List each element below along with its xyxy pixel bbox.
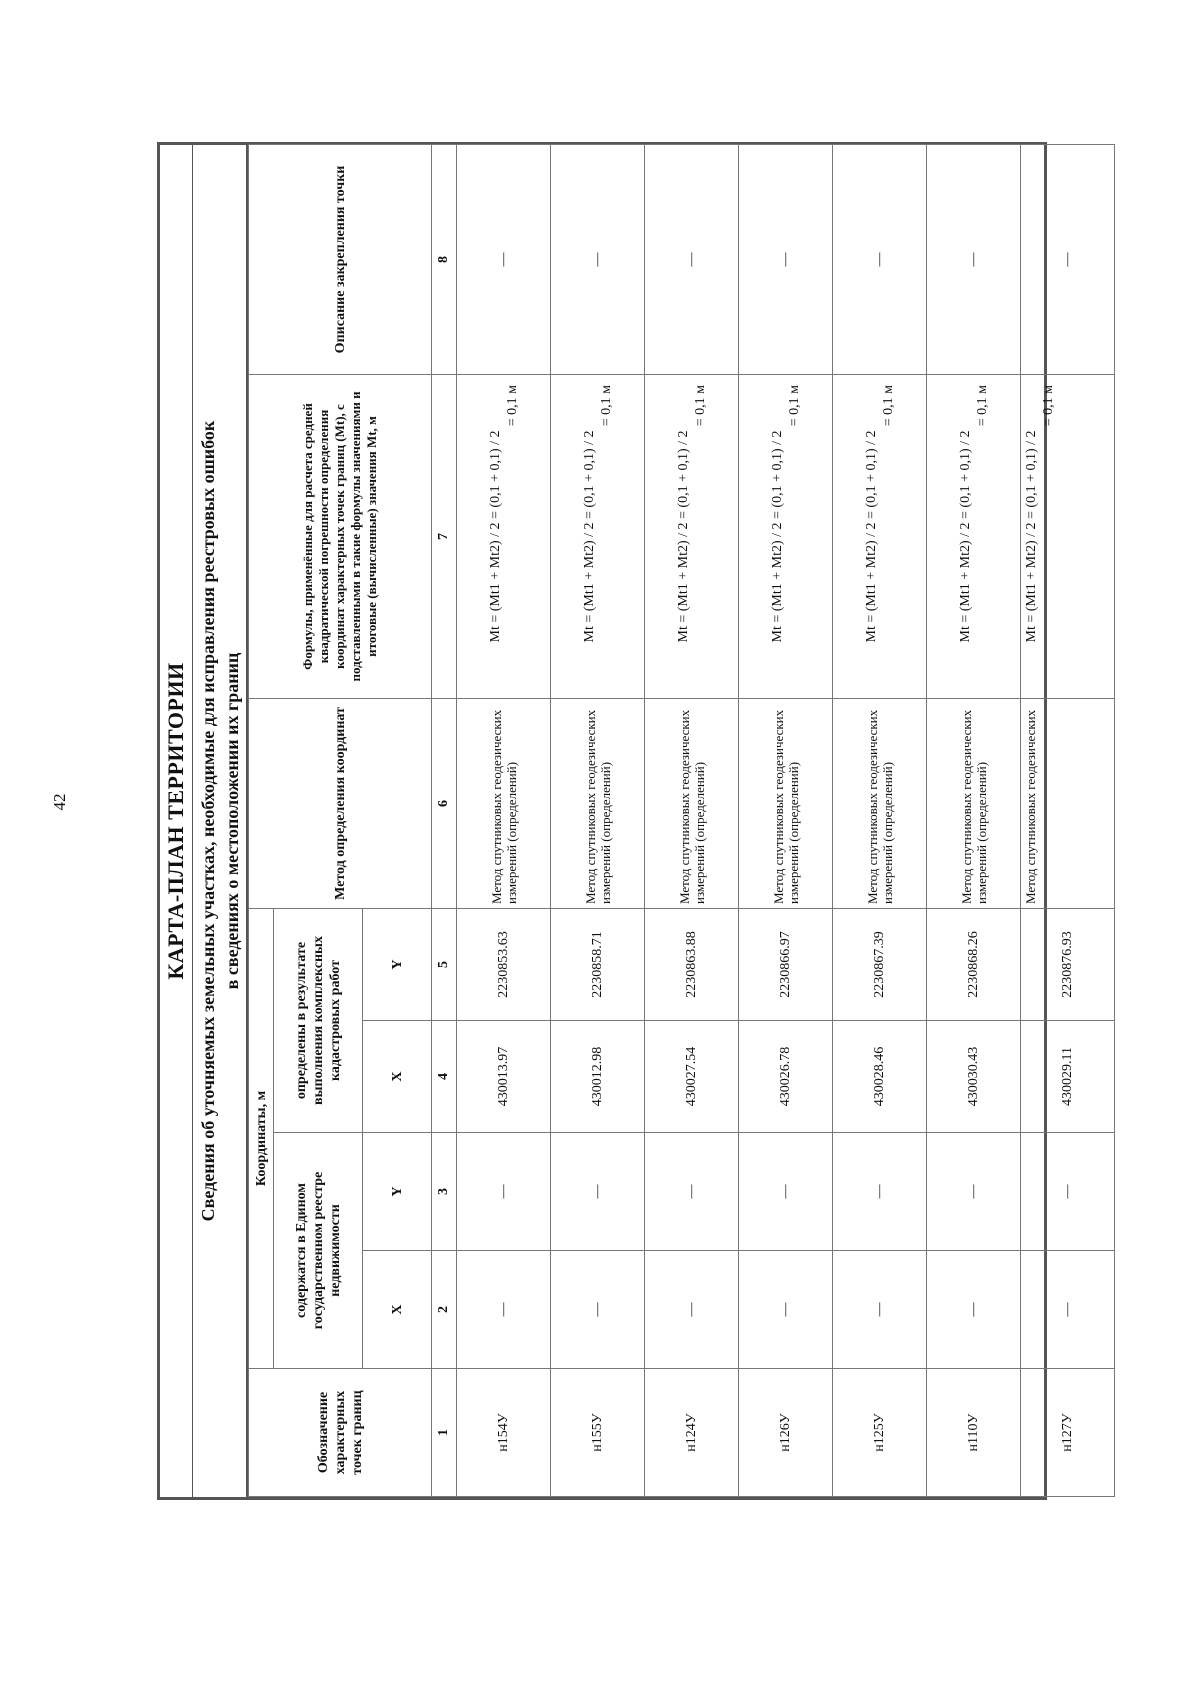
- description-cell: —: [739, 144, 833, 374]
- y-cell: 2230863.88: [645, 908, 739, 1020]
- formula-cell: [833, 374, 927, 698]
- column-number: 5: [432, 908, 457, 1020]
- header-y-kkr: Y: [363, 908, 432, 1020]
- formula-result: = 0,1 м: [598, 384, 614, 427]
- formula-cell: [927, 374, 1021, 698]
- formula-result: = 0,1 м: [786, 384, 802, 427]
- column-number-row: [432, 144, 457, 1496]
- document-frame: [157, 142, 1075, 1500]
- method-cell: Метод спутниковых геодезических измерений (определений): [457, 698, 551, 908]
- formula-line: Mt = (Mt1 + Mt2) / 2 = (0,1 + 0,1) / 2: [863, 430, 879, 643]
- column-number: 7: [432, 374, 457, 698]
- rotated-page: [157, 142, 1075, 1500]
- point-id: н125У: [833, 1369, 927, 1497]
- table-row: [833, 144, 927, 1496]
- method-cell: Метод спутниковых геодезических измерений (определений): [739, 698, 833, 908]
- header-formulas: Формулы, применённые для расчета средней квадратической погрешности определения координат характерных точек границ (Mt), с подставленными в такие формулы значениями и итоговые (вычисленные) значения Mt, м: [249, 374, 432, 698]
- method-cell: Метод спутниковых геодезических измерений (определений): [927, 698, 1021, 908]
- point-id: н154У: [457, 1369, 551, 1497]
- formula-cell: [457, 374, 551, 698]
- header-method: Метод определения координат: [249, 698, 432, 908]
- page-number: 42: [50, 793, 69, 811]
- point-id: н110У: [927, 1369, 1021, 1497]
- header-x-egrn: X: [363, 1251, 432, 1369]
- x-cell: 430028.46: [833, 1021, 927, 1133]
- column-number: 6: [432, 698, 457, 908]
- description-cell: —: [1021, 144, 1115, 374]
- formula-result: = 0,1 м: [880, 384, 896, 427]
- formula-line: Mt = (Mt1 + Mt2) / 2 = (0,1 + 0,1) / 2: [957, 430, 973, 643]
- description-cell: —: [645, 144, 739, 374]
- subtitle-line-2: в сведениях о местоположении их границ: [222, 652, 242, 990]
- column-number: 4: [432, 1021, 457, 1133]
- y-egrn-cell: —: [739, 1133, 833, 1251]
- y-cell: 2230868.26: [927, 908, 1021, 1020]
- formula-cell: [739, 374, 833, 698]
- formula-result: = 0,1 м: [504, 384, 520, 427]
- formula-cell: [645, 374, 739, 698]
- y-egrn-cell: —: [645, 1133, 739, 1251]
- y-egrn-cell: —: [1021, 1133, 1115, 1251]
- x-cell: 430027.54: [645, 1021, 739, 1133]
- column-number: 2: [432, 1251, 457, 1369]
- x-egrn-cell: —: [457, 1251, 551, 1369]
- y-egrn-cell: —: [833, 1133, 927, 1251]
- formula-line: Mt = (Mt1 + Mt2) / 2 = (0,1 + 0,1) / 2: [1024, 430, 1039, 643]
- method-cell: Метод спутниковых геодезических: [1021, 698, 1115, 908]
- y-cell: 2230858.71: [551, 908, 645, 1020]
- column-number: 1: [432, 1369, 457, 1497]
- header-description: Описание закрепления точки: [249, 144, 432, 374]
- table-row: [457, 144, 551, 1496]
- point-id: н126У: [739, 1369, 833, 1497]
- formula-cell: [551, 374, 645, 698]
- table-row: [645, 144, 739, 1496]
- method-cell: Метод спутниковых геодезических измерений (определений): [551, 698, 645, 908]
- method-cell: Метод спутниковых геодезических измерений (определений): [833, 698, 927, 908]
- x-egrn-cell: —: [645, 1251, 739, 1369]
- x-egrn-cell: —: [551, 1251, 645, 1369]
- column-number: 3: [432, 1133, 457, 1251]
- formula-result: = 0,1 м: [974, 384, 990, 427]
- x-egrn-cell: —: [833, 1251, 927, 1369]
- x-cell: 430029.11: [1021, 1021, 1115, 1133]
- header-row-1: [249, 144, 274, 1496]
- table-row: [739, 144, 833, 1496]
- y-cell: 2230866.97: [739, 908, 833, 1020]
- boundary-points-table: [248, 144, 1115, 1497]
- formula-line: Mt = (Mt1 + Mt2) / 2 = (0,1 + 0,1) / 2: [581, 430, 597, 643]
- point-id: н155У: [551, 1369, 645, 1497]
- description-cell: —: [833, 144, 927, 374]
- formula-result: = 0,1 м: [1041, 384, 1056, 427]
- y-egrn-cell: —: [927, 1133, 1021, 1251]
- point-id: н124У: [645, 1369, 739, 1497]
- description-cell: —: [551, 144, 645, 374]
- formula-result: = 0,1 м: [692, 384, 708, 427]
- table-row: [1021, 144, 1115, 1496]
- y-cell: 2230853.63: [457, 908, 551, 1020]
- formula-line: Mt = (Mt1 + Mt2) / 2 = (0,1 + 0,1) / 2: [487, 430, 503, 643]
- y-egrn-cell: —: [457, 1133, 551, 1251]
- x-cell: 430013.97: [457, 1021, 551, 1133]
- x-egrn-cell: —: [1021, 1251, 1115, 1369]
- method-cell: Метод спутниковых геодезических измерений (определений): [645, 698, 739, 908]
- header-x-kkr: X: [363, 1021, 432, 1133]
- formula-line: Mt = (Mt1 + Mt2) / 2 = (0,1 + 0,1) / 2: [769, 430, 785, 643]
- x-egrn-cell: —: [927, 1251, 1021, 1369]
- x-cell: 430030.43: [927, 1021, 1021, 1133]
- point-id: н127У: [1021, 1369, 1115, 1497]
- y-egrn-cell: —: [551, 1133, 645, 1251]
- formula-line: Mt = (Mt1 + Mt2) / 2 = (0,1 + 0,1) / 2: [675, 430, 691, 643]
- y-cell: 2230876.93: [1021, 908, 1115, 1020]
- table-row: [927, 144, 1021, 1496]
- x-egrn-cell: —: [739, 1251, 833, 1369]
- document-subtitle: [192, 145, 248, 1497]
- document-title: КАРТА-ПЛАН ТЕРРИТОРИИ: [160, 145, 193, 1497]
- formula-cell: [1021, 374, 1115, 698]
- subtitle-line-1: Сведения об уточняемых земельных участках, необходимые для исправления реестровых ошибок: [198, 420, 218, 1222]
- header-coordinates: Координаты, м: [249, 908, 274, 1368]
- y-cell: 2230867.39: [833, 908, 927, 1020]
- description-cell: —: [457, 144, 551, 374]
- header-y-egrn: Y: [363, 1133, 432, 1251]
- landscape-content: [157, 142, 1075, 1500]
- header-kkr: определены в результате выполнения комплексных кадастровых работ: [274, 908, 363, 1132]
- header-point-designation: Обозначение характерных точек границ: [249, 1369, 432, 1497]
- x-cell: 430026.78: [739, 1021, 833, 1133]
- header-egrn: содержатся в Едином государственном реестре недвижимости: [274, 1133, 363, 1369]
- description-cell: —: [927, 144, 1021, 374]
- table-row: [551, 144, 645, 1496]
- x-cell: 430012.98: [551, 1021, 645, 1133]
- column-number: 8: [432, 144, 457, 374]
